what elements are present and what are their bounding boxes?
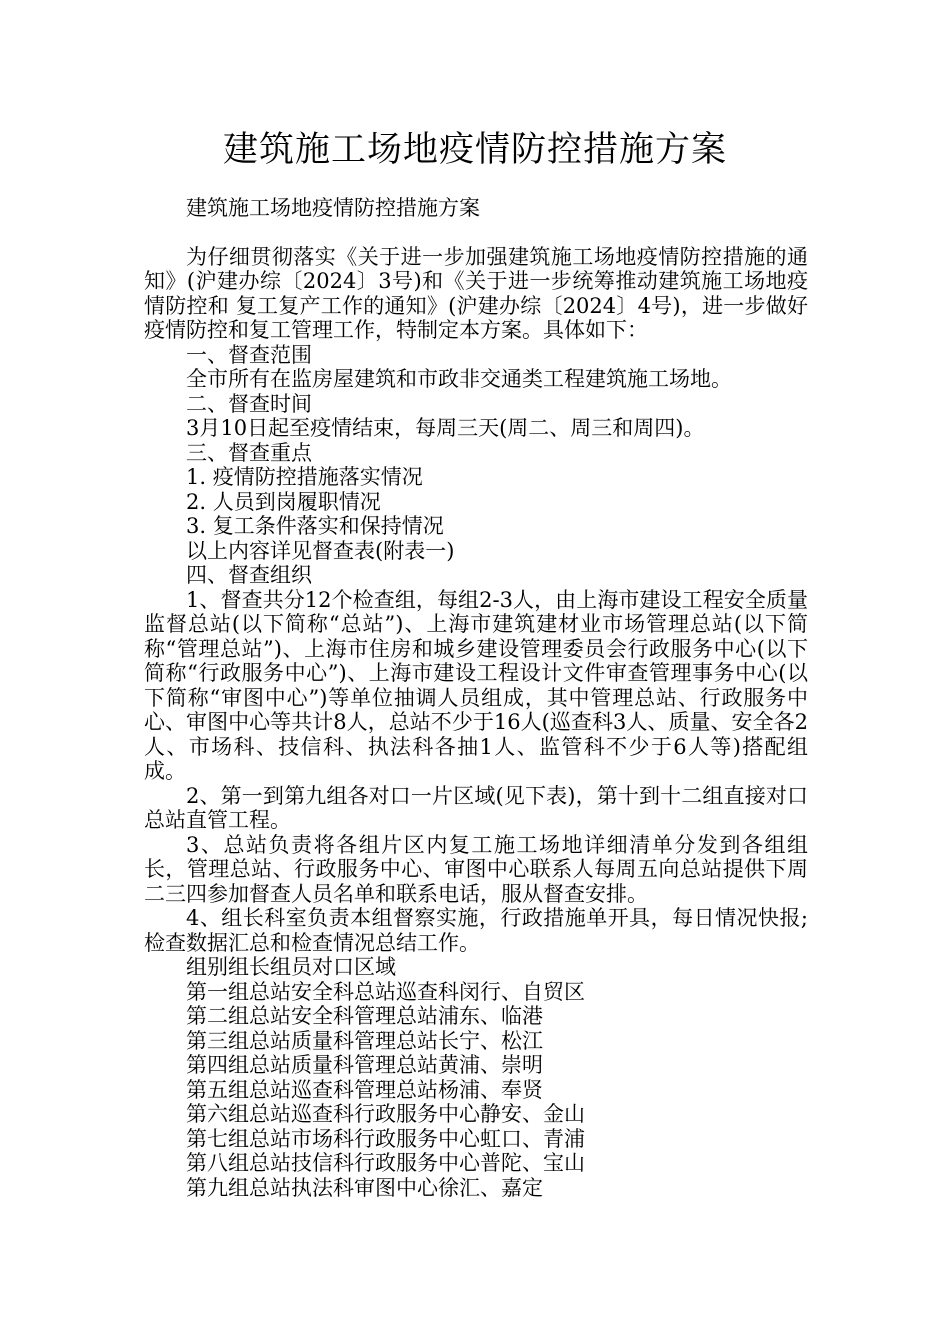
- table-row-line: 第五组总站巡查科管理总站杨浦、奉贤: [186, 1077, 543, 1102]
- table-row-line: 第四组总站质量科管理总站黄浦、崇明: [186, 1053, 543, 1077]
- table-row-line: 第一组总站安全科总站巡查科闵行、自贸区: [186, 979, 585, 1004]
- paragraph: 4、组长科室负责本组督察实施，行政措施单开具，每日情况快报;检查数据汇总和检查情况总结工作。: [144, 906, 808, 955]
- paragraph: 1、督查共分12个检查组，每组2-3人，由上海市建设工程安全质量监督总站(以下简称“总站”)、上海市建筑建材业市场管理总站(以下简称“管理总站”)、上海市住房和城乡建设管理委员会行政服务中心(以下简称“行政服务中心”)、上海市建设工程设计文件审查管理事务中心(以下简称“审图中心”)等单位抽调人员组成，其中管理总站、行政服务中心、审图中心等共计8人，总站不少于16人(巡查科3人、质量、安全各2人、市场科、技信科、执法科各抽1人、监管科不少于6人等)搭配组成。: [144, 587, 808, 783]
- paragraph: 3、总站负责将各组片区内复工施工场地详细清单分发到各组组长，管理总站、行政服务中心、审图中心联系人每周五向总站提供下周二三四参加督查人员名单和联系电话，服从督查安排。: [144, 832, 808, 906]
- section-heading: 一、督查范围: [186, 342, 312, 367]
- paragraph: 2、第一到第九组各对口一片区域(见下表)，第十到十二组直接对口总站直管工程。: [144, 783, 808, 832]
- table-row-line: 第七组总站市场科行政服务中心虹口、青浦: [186, 1126, 585, 1151]
- table-row-line: 第六组总站巡查科行政服务中心静安、金山: [186, 1102, 585, 1126]
- paragraph: 全市所有在监房屋建筑和市政非交通类工程建筑施工场地。: [186, 367, 732, 391]
- document-subtitle: 建筑施工场地疫情防控措施方案: [186, 196, 480, 220]
- table-row-line: 第三组总站质量科管理总站长宁、松江: [186, 1028, 543, 1053]
- list-item: 1. 疫情防控措施落实情况: [186, 465, 423, 489]
- section-heading: 三、督查重点: [186, 440, 312, 465]
- table-row-line: 第二组总站安全科管理总站浦东、临港: [186, 1004, 543, 1028]
- section-heading: 二、督查时间: [186, 391, 312, 416]
- table-row-line: 第九组总站执法科审图中心徐汇、嘉定: [186, 1175, 543, 1200]
- section-heading: 四、督查组织: [186, 563, 312, 587]
- table-row-line: 第八组总站技信科行政服务中心普陀、宝山: [186, 1151, 585, 1175]
- paragraph: 3月10日起至疫情结束，每周三天(周二、周三和周四)。: [186, 416, 705, 440]
- paragraph: 为仔细贯彻落实《关于进一步加强建筑施工场地疫情防控措施的通知》(沪建办综〔2024〕3号)和《关于进一步统筹推动建筑施工场地疫情防控和 复工复产工作的通知》(沪建办综〔2024〕4号)，进一步做好疫情防控和复工管理工作，特制定本方案。具体如下：: [144, 244, 808, 342]
- paragraph: 以上内容详见督查表(附表一): [186, 538, 455, 563]
- list-item: 2. 人员到岗履职情况: [186, 489, 381, 514]
- document-title: 建筑施工场地疫情防控措施方案: [222, 130, 727, 170]
- list-item: 3. 复工条件落实和保持情况: [186, 514, 444, 538]
- document-body: [144, 196, 808, 1200]
- table-header-line: 组别组长组员对口区域: [186, 955, 396, 979]
